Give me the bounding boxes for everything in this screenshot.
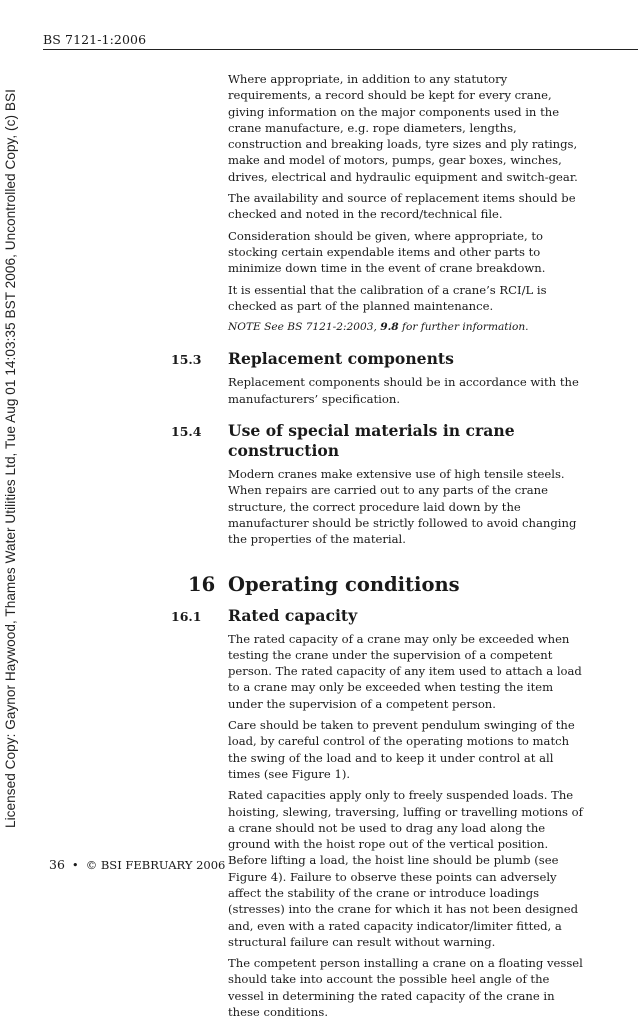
section-title: Replacement components	[228, 349, 454, 369]
document-header: BS 7121-1:2006	[43, 32, 147, 47]
note-prefix: NOTE See BS 7121-2:2003,	[228, 321, 381, 334]
section-number: 15.3	[171, 352, 202, 368]
header-rule	[43, 49, 638, 50]
section-16-1-heading	[171, 605, 583, 626]
note-suffix: for further information.	[398, 321, 529, 334]
section-16-heading	[188, 572, 583, 598]
section-15-4-paragraph-1: Modern cranes make extensive use of high tensile steels. When repairs are carried out to any parts of the crane structure, the correct procedure laid down by the manufacturer should be strictly followed to avoid changing the properties of the material.	[228, 467, 577, 547]
intro-paragraph-2: The availability and source of replacement items should be checked and noted in the record/technical file.	[228, 191, 576, 222]
license-watermark: Licensed Copy: Gaynor Haywood, Thames Water Utilities Ltd, Tue Aug 01 14:03:35 BST 2006, Uncontrolled Copy, (c) BSI	[3, 89, 18, 828]
intro-paragraph-1: Where appropriate, in addition to any statutory requirements, a record should be kept for every crane, giving information on the major components used in the crane manufacture, e.g. rope diameters, lengths, construction and breaking loads, tyre sizes and ply ratings, make and model of motors, pumps, gear boxes, winches, drives, electrical and hydraulic equipment and switch-gear.	[228, 72, 578, 184]
section-title: Operating conditions	[228, 572, 460, 596]
section-number: 15.4	[171, 424, 202, 440]
section-16-1-paragraph-2: Care should be taken to prevent pendulum swinging of the load, by careful control of the operating motions to match the swing of the load and to keep it under control at all times (see Figure 1).	[228, 718, 575, 781]
page-footer	[49, 857, 225, 872]
intro-paragraph-4: It is essential that the calibration of a crane’s RCI/L is checked as part of the planned maintenance.	[228, 282, 547, 313]
section-15-4-heading	[171, 421, 583, 461]
section-number: 16.1	[171, 608, 202, 624]
section-title: Use of special materials in crane construction	[228, 421, 515, 461]
section-16-1-paragraph-3: Rated capacities apply only to freely suspended loads. The hoisting, slewing, traversing, luffing or travelling motions of a crane should not be used to drag any load along the ground with the hoist rope out of the vertical position. Before lifting a load, the hoist line should be plumb (see Figure 4). Failure to observe these points can adversely affect the stability of the crane or introduce loadings (stresses) into the crane for which it has not been designed and, even with a rated capacity indicator/limiter fitted, a structural failure can result without warning.	[228, 788, 583, 949]
section-15-3-heading	[171, 349, 583, 369]
section-number: 16	[188, 572, 216, 596]
note-reference: 9.8	[380, 321, 399, 334]
section-15-3-paragraph-1: Replacement components should be in accordance with the manufacturers’ specification.	[228, 375, 579, 406]
intro-paragraph-3: Consideration should be given, where appropriate, to stocking certain expendable items and other parts to minimize down time in the event of crane breakdown.	[228, 228, 546, 276]
note	[228, 319, 583, 335]
section-16-1-paragraph-1: The rated capacity of a crane may only be exceeded when testing the crane under the supervision of a competent person. The rated capacity of any item used to attach a load to a crane may only be exceeded when testing the item under the supervision of a competent person.	[228, 631, 582, 711]
page-body	[171, 71, 583, 1025]
footer-separator: •	[71, 858, 79, 872]
copyright-notice: © BSI FEBRUARY 2006	[85, 858, 226, 872]
section-title: Rated capacity	[228, 605, 358, 625]
section-16-1-paragraph-4: The competent person installing a crane on a floating vessel should take into account the possible heel angle of the vessel in determining the rated capacity of the crane in these conditions.	[228, 956, 583, 1020]
page-number: 36	[49, 857, 65, 872]
